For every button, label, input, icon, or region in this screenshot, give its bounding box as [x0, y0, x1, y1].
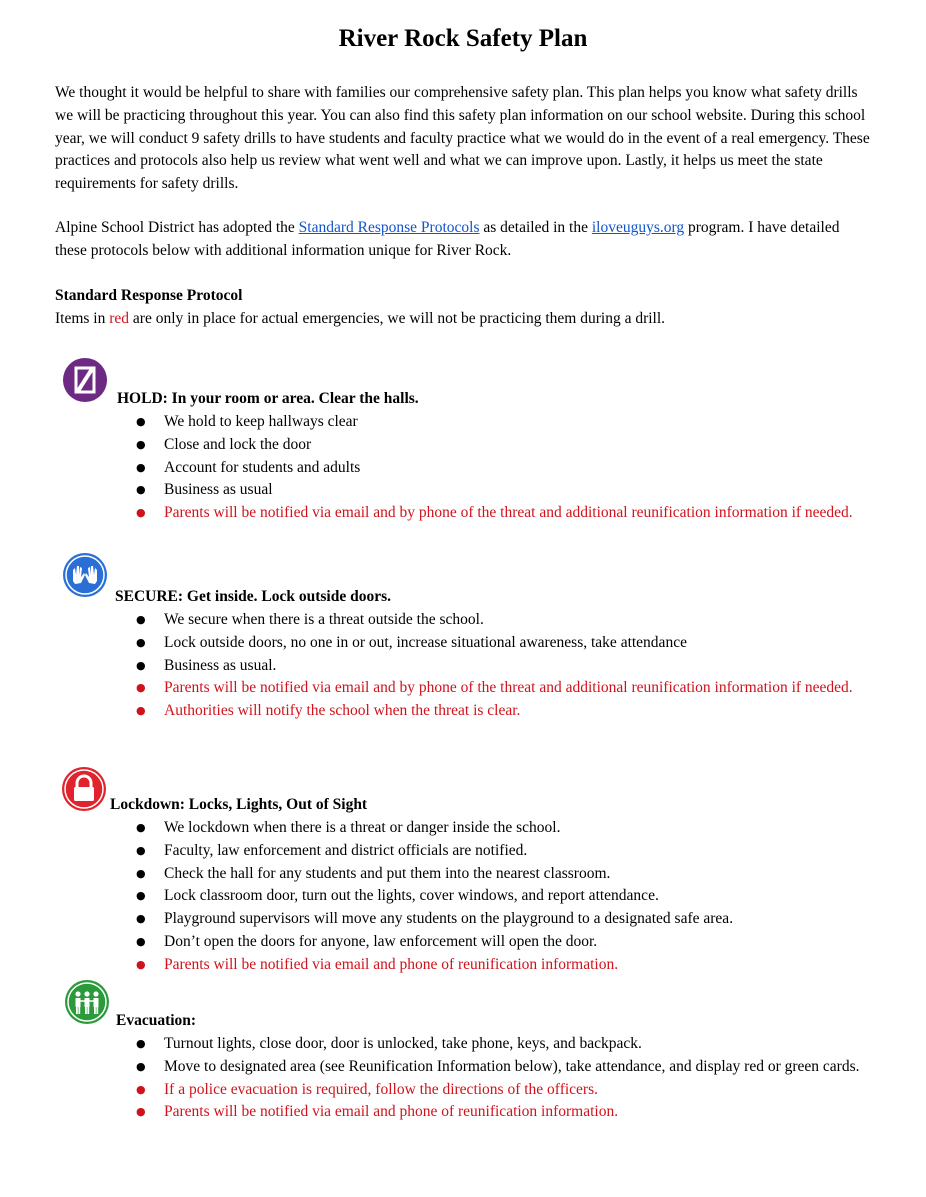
- list-item: ● Business as usual: [136, 479, 876, 502]
- evacuation-people-icon: [65, 980, 109, 1024]
- district-paragraph: [55, 217, 870, 263]
- list-item: ● Parents will be notified via email and phone of reunification information.: [136, 954, 876, 977]
- list-item: ● We lockdown when there is a threat or danger inside the school.: [136, 817, 876, 840]
- list-item: ● Turnout lights, close door, door is unlocked, take phone, keys, and backpack.: [136, 1033, 876, 1056]
- srp-note-after: are only in place for actual emergencies, we will not be practicing them during a drill.: [129, 309, 666, 327]
- district-text-middle: as detailed in the: [479, 219, 592, 236]
- lockdown-heading: Lockdown: Locks, Lights, Out of Sight: [110, 796, 368, 813]
- list-item: ● If a police evacuation is required, follow the directions of the officers.: [136, 1079, 876, 1102]
- list-item: ● Business as usual.: [136, 655, 876, 678]
- evacuation-heading: Evacuation:: [116, 1012, 197, 1029]
- list-item: ● Faculty, law enforcement and district officials are notified.: [136, 840, 876, 863]
- evacuation-list: [136, 1033, 876, 1124]
- list-item: ● Move to designated area (see Reunification Information below), take attendance, and display red or green cards.: [136, 1056, 876, 1079]
- secure-heading: SECURE: Get inside. Lock outside doors.: [115, 588, 392, 605]
- list-item: ● We hold to keep hallways clear: [136, 411, 876, 434]
- list-item: ● Playground supervisors will move any students on the playground to a designated safe area.: [136, 908, 876, 931]
- district-text-before: Alpine School District has adopted the: [55, 219, 299, 236]
- srp-heading: Standard Response Protocol: [55, 287, 243, 304]
- list-item: ● Parents will be notified via email and by phone of the threat and additional reunification information if needed.: [136, 677, 876, 700]
- lockdown-padlock-icon: [62, 767, 106, 811]
- district-text-after: program. I have detailed these protocols below with additional information unique for River Rock.: [55, 219, 840, 259]
- list-item: ● Don’t open the doors for anyone, law enforcement will open the door.: [136, 931, 876, 954]
- list-item: ● Account for students and adults: [136, 457, 876, 480]
- list-item: ● Lock classroom door, turn out the lights, cover windows, and report attendance.: [136, 885, 876, 908]
- list-item: ● Lock outside doors, no one in or out, increase situational awareness, take attendance: [136, 632, 876, 655]
- list-item: ● Parents will be notified via email and phone of reunification information.: [136, 1101, 876, 1124]
- hold-heading: HOLD: In your room or area. Clear the halls.: [117, 390, 419, 407]
- hold-door-icon: [63, 358, 107, 402]
- hold-list: [136, 411, 876, 525]
- page-title: River Rock Safety Plan: [338, 25, 588, 52]
- iloveuguys-link[interactable]: iloveuguys.org: [591, 219, 685, 236]
- list-item: ● Parents will be notified via email and by phone of the threat and additional reunification information if needed.: [136, 502, 876, 525]
- secure-hands-icon: [63, 553, 107, 597]
- list-item: ● Check the hall for any students and put them into the nearest classroom.: [136, 863, 876, 886]
- standard-response-protocols-link[interactable]: Standard Response Protocols: [298, 219, 480, 236]
- srp-block: [55, 285, 870, 331]
- list-item: ● We secure when there is a threat outside the school.: [136, 609, 876, 632]
- list-item: ● Authorities will notify the school when the threat is clear.: [136, 700, 876, 723]
- list-item: ● Close and lock the door: [136, 434, 876, 457]
- srp-note-red-word: red: [109, 309, 130, 327]
- secure-list: [136, 609, 876, 723]
- intro-paragraph: We thought it would be helpful to share with families our comprehensive safety plan. This plan helps you know what safety drills we will be practicing throughout this year. You can also find this safety plan information on our school website. During this school year, we will conduct 9 safety drills to have students and faculty practice what we would do in the event of a real emergency. These practices and protocols also help us review what went well and what we can improve upon. Lastly, it helps us meet the state requirements for safety drills.: [55, 84, 870, 193]
- lockdown-list: [136, 817, 876, 977]
- srp-note-before: Items in: [55, 309, 110, 327]
